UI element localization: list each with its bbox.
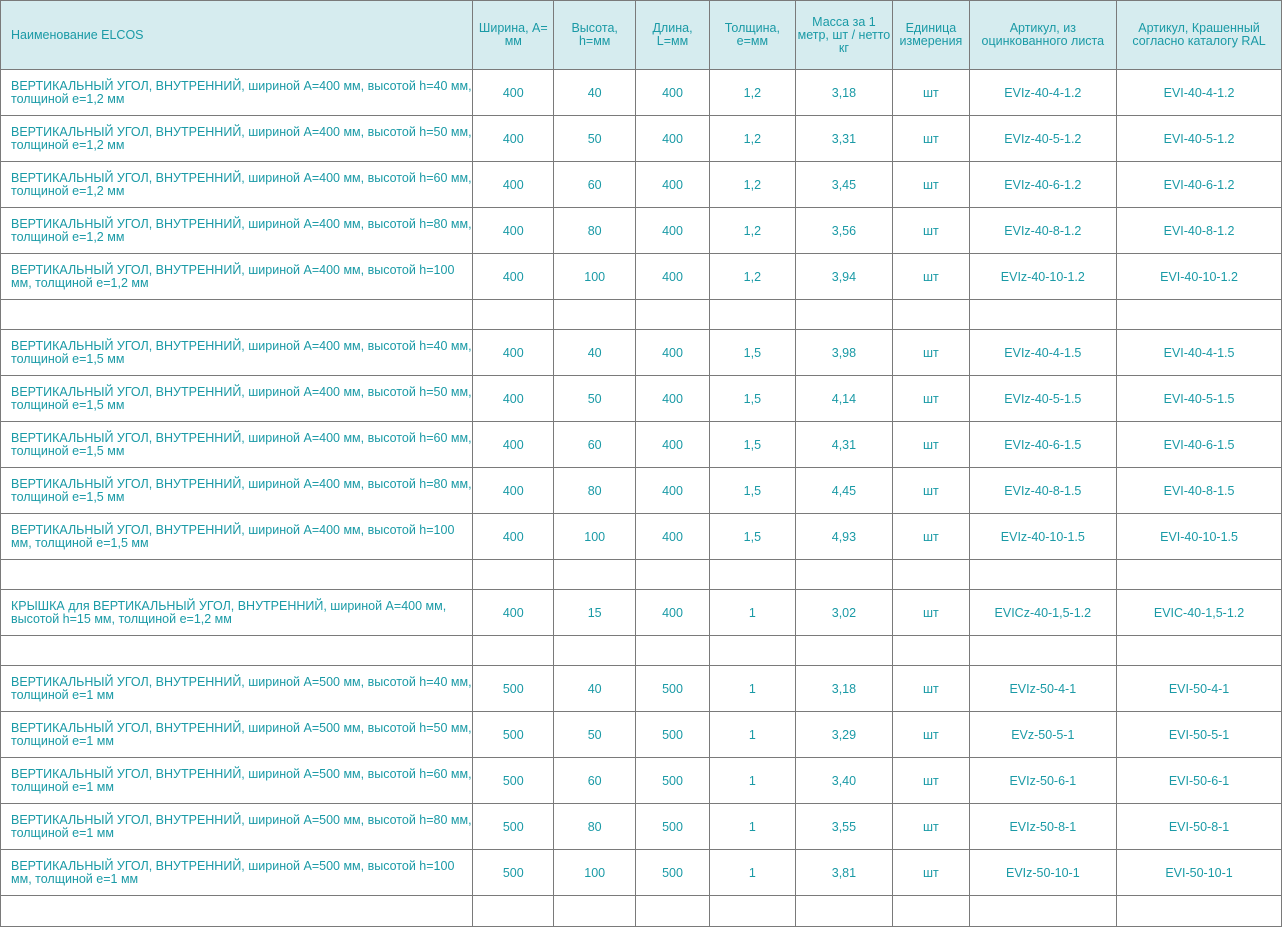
cell-mass: 3,81: [795, 850, 893, 896]
empty-cell: [473, 636, 554, 666]
cell-length: 500: [635, 804, 709, 850]
cell-length: 400: [635, 162, 709, 208]
cell-length: 400: [635, 422, 709, 468]
cell-mass: 4,45: [795, 468, 893, 514]
cell-article-ral: EVI-40-6-1.5: [1117, 422, 1282, 468]
cell-thickness: 1,2: [710, 116, 795, 162]
empty-cell: [1, 896, 473, 927]
cell-height: 60: [554, 162, 635, 208]
cell-article-zinc: EVIz-40-4-1.5: [969, 330, 1117, 376]
cell-height: 50: [554, 712, 635, 758]
cell-name: ВЕРТИКАЛЬНЫЙ УГОЛ, ВНУТРЕННИЙ, шириной А=500 мм, высотой h=50 мм, толщиной е=1 мм: [1, 712, 473, 758]
cell-article-ral: EVI-40-4-1.2: [1117, 70, 1282, 116]
cell-mass: 3,31: [795, 116, 893, 162]
table-row: [1, 666, 1282, 712]
cell-height: 80: [554, 208, 635, 254]
column-header-name: Наименование ELCOS: [1, 1, 473, 70]
empty-cell: [893, 636, 969, 666]
cell-article-zinc: EVIz-50-4-1: [969, 666, 1117, 712]
cell-height: 100: [554, 514, 635, 560]
cell-name: ВЕРТИКАЛЬНЫЙ УГОЛ, ВНУТРЕННИЙ, шириной А=500 мм, высотой h=60 мм, толщиной е=1 мм: [1, 758, 473, 804]
cell-thickness: 1,2: [710, 70, 795, 116]
empty-cell: [1, 560, 473, 590]
cell-name: ВЕРТИКАЛЬНЫЙ УГОЛ, ВНУТРЕННИЙ, шириной А=400 мм, высотой h=40 мм, толщиной е=1,2 мм: [1, 70, 473, 116]
table-row: [1, 514, 1282, 560]
cell-width: 500: [473, 666, 554, 712]
cell-width: 400: [473, 70, 554, 116]
cell-length: 400: [635, 208, 709, 254]
empty-cell: [710, 636, 795, 666]
cell-length: 400: [635, 590, 709, 636]
cell-length: 500: [635, 712, 709, 758]
cell-article-zinc: EVIz-40-10-1.5: [969, 514, 1117, 560]
empty-cell: [969, 300, 1117, 330]
cell-unit: шт: [893, 70, 969, 116]
cell-unit: шт: [893, 330, 969, 376]
cell-thickness: 1: [710, 850, 795, 896]
cell-unit: шт: [893, 804, 969, 850]
cell-mass: 3,18: [795, 70, 893, 116]
table-row-blank: [1, 300, 1282, 330]
empty-cell: [1117, 560, 1282, 590]
cell-article-ral: EVI-40-8-1.2: [1117, 208, 1282, 254]
cell-thickness: 1: [710, 712, 795, 758]
empty-cell: [893, 300, 969, 330]
empty-cell: [635, 560, 709, 590]
cell-mass: 3,94: [795, 254, 893, 300]
cell-mass: 4,14: [795, 376, 893, 422]
cell-mass: 3,55: [795, 804, 893, 850]
cell-article-zinc: EVIz-50-8-1: [969, 804, 1117, 850]
cell-unit: шт: [893, 468, 969, 514]
empty-cell: [1117, 896, 1282, 927]
cell-name: ВЕРТИКАЛЬНЫЙ УГОЛ, ВНУТРЕННИЙ, шириной А=400 мм, высотой h=60 мм, толщиной е=1,2 мм: [1, 162, 473, 208]
cell-article-zinc: EVIz-40-5-1.2: [969, 116, 1117, 162]
cell-length: 500: [635, 850, 709, 896]
cell-thickness: 1,5: [710, 376, 795, 422]
empty-cell: [795, 300, 893, 330]
column-header-article-ral: Артикул, Крашенный согласно каталогу RAL: [1117, 1, 1282, 70]
cell-width: 400: [473, 330, 554, 376]
empty-cell: [1, 636, 473, 666]
cell-unit: шт: [893, 514, 969, 560]
cell-height: 100: [554, 254, 635, 300]
cell-length: 400: [635, 70, 709, 116]
table-row: [1, 330, 1282, 376]
cell-height: 80: [554, 468, 635, 514]
empty-cell: [554, 560, 635, 590]
cell-name: ВЕРТИКАЛЬНЫЙ УГОЛ, ВНУТРЕННИЙ, шириной А=400 мм, высотой h=50 мм, толщиной е=1,2 мм: [1, 116, 473, 162]
cell-article-ral: EVI-40-8-1.5: [1117, 468, 1282, 514]
cell-length: 500: [635, 758, 709, 804]
cell-name: ВЕРТИКАЛЬНЫЙ УГОЛ, ВНУТРЕННИЙ, шириной А=500 мм, высотой h=80 мм, толщиной е=1 мм: [1, 804, 473, 850]
table-row-blank: [1, 896, 1282, 927]
cell-width: 400: [473, 590, 554, 636]
cell-article-zinc: EVIz-40-6-1.2: [969, 162, 1117, 208]
cell-mass: 4,93: [795, 514, 893, 560]
cell-article-ral: EVI-50-8-1: [1117, 804, 1282, 850]
cell-article-ral: EVI-40-5-1.2: [1117, 116, 1282, 162]
cell-name: ВЕРТИКАЛЬНЫЙ УГОЛ, ВНУТРЕННИЙ, шириной А=400 мм, высотой h=60 мм, толщиной е=1,5 мм: [1, 422, 473, 468]
cell-width: 400: [473, 422, 554, 468]
cell-thickness: 1: [710, 590, 795, 636]
cell-width: 400: [473, 514, 554, 560]
column-header-length: Длина, L=мм: [635, 1, 709, 70]
cell-thickness: 1,5: [710, 422, 795, 468]
cell-length: 400: [635, 330, 709, 376]
cell-width: 400: [473, 208, 554, 254]
cell-mass: 3,40: [795, 758, 893, 804]
cell-name: КРЫШКА для ВЕРТИКАЛЬНЫЙ УГОЛ, ВНУТРЕННИЙ, шириной А=400 мм, высотой h=15 мм, толщиной е=1,2 мм: [1, 590, 473, 636]
cell-height: 15: [554, 590, 635, 636]
cell-article-zinc: EVIz-40-5-1.5: [969, 376, 1117, 422]
cell-mass: 3,02: [795, 590, 893, 636]
cell-width: 400: [473, 468, 554, 514]
table-row: [1, 116, 1282, 162]
empty-cell: [473, 560, 554, 590]
cell-name: ВЕРТИКАЛЬНЫЙ УГОЛ, ВНУТРЕННИЙ, шириной А=400 мм, высотой h=80 мм, толщиной е=1,5 мм: [1, 468, 473, 514]
cell-thickness: 1,2: [710, 208, 795, 254]
empty-cell: [473, 896, 554, 927]
cell-name: ВЕРТИКАЛЬНЫЙ УГОЛ, ВНУТРЕННИЙ, шириной А=500 мм, высотой h=100 мм, толщиной е=1 мм: [1, 850, 473, 896]
cell-length: 400: [635, 254, 709, 300]
table-row: [1, 590, 1282, 636]
cell-article-ral: EVI-40-10-1.2: [1117, 254, 1282, 300]
cell-thickness: 1,2: [710, 162, 795, 208]
empty-cell: [1, 300, 473, 330]
column-header-thickness: Толщина, е=мм: [710, 1, 795, 70]
table-row: [1, 376, 1282, 422]
table-row-blank: [1, 560, 1282, 590]
table-row: [1, 758, 1282, 804]
cell-length: 500: [635, 666, 709, 712]
table-row: [1, 468, 1282, 514]
cell-unit: шт: [893, 712, 969, 758]
column-header-article-zinc: Артикул, из оцинкованного листа: [969, 1, 1117, 70]
cell-name: ВЕРТИКАЛЬНЫЙ УГОЛ, ВНУТРЕННИЙ, шириной А=400 мм, высотой h=80 мм, толщиной е=1,2 мм: [1, 208, 473, 254]
empty-cell: [969, 560, 1117, 590]
cell-name: ВЕРТИКАЛЬНЫЙ УГОЛ, ВНУТРЕННИЙ, шириной А=400 мм, высотой h=40 мм, толщиной е=1,5 мм: [1, 330, 473, 376]
cell-thickness: 1,5: [710, 468, 795, 514]
cell-height: 40: [554, 330, 635, 376]
cell-article-zinc: EVz-50-5-1: [969, 712, 1117, 758]
cell-thickness: 1: [710, 758, 795, 804]
empty-cell: [473, 300, 554, 330]
empty-cell: [554, 300, 635, 330]
cell-thickness: 1,5: [710, 330, 795, 376]
cell-height: 60: [554, 422, 635, 468]
empty-cell: [635, 300, 709, 330]
cell-article-zinc: EVIz-40-4-1.2: [969, 70, 1117, 116]
cell-article-ral: EVI-50-4-1: [1117, 666, 1282, 712]
empty-cell: [795, 560, 893, 590]
cell-article-ral: EVI-50-5-1: [1117, 712, 1282, 758]
cell-article-ral: EVI-40-6-1.2: [1117, 162, 1282, 208]
cell-mass: 3,18: [795, 666, 893, 712]
empty-cell: [893, 560, 969, 590]
empty-cell: [1117, 636, 1282, 666]
cell-article-ral: EVI-40-5-1.5: [1117, 376, 1282, 422]
table-row: [1, 254, 1282, 300]
cell-unit: шт: [893, 758, 969, 804]
empty-cell: [554, 636, 635, 666]
cell-width: 400: [473, 162, 554, 208]
empty-cell: [710, 300, 795, 330]
cell-length: 400: [635, 116, 709, 162]
cell-height: 100: [554, 850, 635, 896]
cell-name: ВЕРТИКАЛЬНЫЙ УГОЛ, ВНУТРЕННИЙ, шириной А=400 мм, высотой h=100 мм, толщиной е=1,2 мм: [1, 254, 473, 300]
cell-name: ВЕРТИКАЛЬНЫЙ УГОЛ, ВНУТРЕННИЙ, шириной А=400 мм, высотой h=50 мм, толщиной е=1,5 мм: [1, 376, 473, 422]
cell-article-zinc: EVIz-40-8-1.5: [969, 468, 1117, 514]
cell-unit: шт: [893, 208, 969, 254]
cell-width: 400: [473, 116, 554, 162]
cell-width: 400: [473, 376, 554, 422]
empty-cell: [710, 896, 795, 927]
table-row: [1, 422, 1282, 468]
cell-article-zinc: EVIz-40-10-1.2: [969, 254, 1117, 300]
cell-article-zinc: EVIz-50-6-1: [969, 758, 1117, 804]
table-row: [1, 162, 1282, 208]
cell-article-zinc: EVIz-40-6-1.5: [969, 422, 1117, 468]
cell-article-ral: EVI-50-6-1: [1117, 758, 1282, 804]
table-body: [1, 70, 1282, 927]
column-header-mass: Масса за 1 метр, шт / нетто кг: [795, 1, 893, 70]
cell-name: ВЕРТИКАЛЬНЫЙ УГОЛ, ВНУТРЕННИЙ, шириной А=400 мм, высотой h=100 мм, толщиной е=1,5 мм: [1, 514, 473, 560]
table-row: [1, 804, 1282, 850]
cell-mass: 4,31: [795, 422, 893, 468]
cell-mass: 3,98: [795, 330, 893, 376]
cell-article-zinc: EVICz-40-1,5-1.2: [969, 590, 1117, 636]
cell-article-ral: EVIC-40-1,5-1.2: [1117, 590, 1282, 636]
table-row: [1, 712, 1282, 758]
cell-width: 500: [473, 712, 554, 758]
table-row: [1, 208, 1282, 254]
cell-thickness: 1,5: [710, 514, 795, 560]
cell-unit: шт: [893, 590, 969, 636]
cell-width: 400: [473, 254, 554, 300]
cell-height: 40: [554, 70, 635, 116]
cell-height: 50: [554, 116, 635, 162]
cell-length: 400: [635, 468, 709, 514]
table-header-row: [1, 1, 1282, 70]
cell-width: 500: [473, 758, 554, 804]
cell-height: 50: [554, 376, 635, 422]
empty-cell: [635, 896, 709, 927]
empty-cell: [554, 896, 635, 927]
cell-width: 500: [473, 804, 554, 850]
cell-height: 80: [554, 804, 635, 850]
cell-length: 400: [635, 514, 709, 560]
empty-cell: [893, 896, 969, 927]
cell-unit: шт: [893, 162, 969, 208]
column-header-width: Ширина, А= мм: [473, 1, 554, 70]
cell-height: 40: [554, 666, 635, 712]
table-row-blank: [1, 636, 1282, 666]
table-row: [1, 70, 1282, 116]
cell-article-zinc: EVIz-40-8-1.2: [969, 208, 1117, 254]
cell-thickness: 1: [710, 666, 795, 712]
cell-article-ral: EVI-40-10-1.5: [1117, 514, 1282, 560]
cell-thickness: 1: [710, 804, 795, 850]
cell-unit: шт: [893, 254, 969, 300]
cell-unit: шт: [893, 376, 969, 422]
column-header-unit: Единица измерения: [893, 1, 969, 70]
empty-cell: [795, 896, 893, 927]
empty-cell: [969, 896, 1117, 927]
cell-thickness: 1,2: [710, 254, 795, 300]
empty-cell: [1117, 300, 1282, 330]
cell-unit: шт: [893, 116, 969, 162]
cell-unit: шт: [893, 850, 969, 896]
cell-length: 400: [635, 376, 709, 422]
empty-cell: [635, 636, 709, 666]
cell-article-ral: EVI-50-10-1: [1117, 850, 1282, 896]
empty-cell: [710, 560, 795, 590]
table-row: [1, 850, 1282, 896]
cell-mass: 3,56: [795, 208, 893, 254]
cell-article-ral: EVI-40-4-1.5: [1117, 330, 1282, 376]
empty-cell: [795, 636, 893, 666]
empty-cell: [969, 636, 1117, 666]
cell-mass: 3,29: [795, 712, 893, 758]
cell-height: 60: [554, 758, 635, 804]
column-header-height: Высота, h=мм: [554, 1, 635, 70]
cell-unit: шт: [893, 666, 969, 712]
cell-article-zinc: EVIz-50-10-1: [969, 850, 1117, 896]
cell-mass: 3,45: [795, 162, 893, 208]
cell-width: 500: [473, 850, 554, 896]
cell-unit: шт: [893, 422, 969, 468]
cell-name: ВЕРТИКАЛЬНЫЙ УГОЛ, ВНУТРЕННИЙ, шириной А=500 мм, высотой h=40 мм, толщиной е=1 мм: [1, 666, 473, 712]
